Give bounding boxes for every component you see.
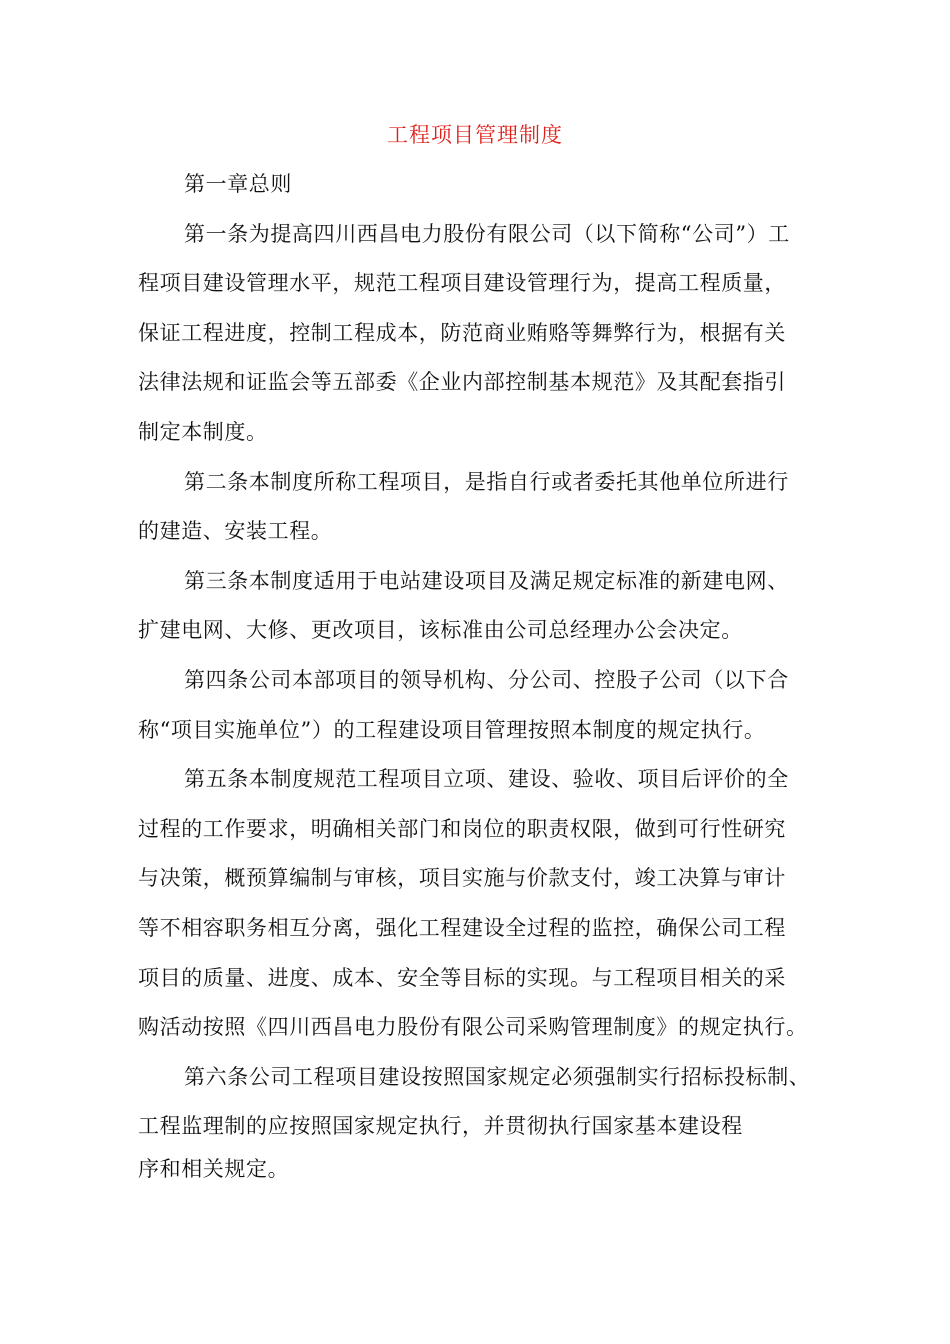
chapter-heading: 第一章总则: [184, 172, 292, 196]
text-line: 法律法规和证监会等五部委《企业内部控制基本规范》及其配套指引: [138, 370, 786, 395]
document-body: [138, 160, 828, 1187]
text-line: 程项目建设管理水平，规范工程项目建设管理行为，提高工程质量，: [138, 271, 786, 296]
document-title: 工程项目管理制度: [387, 123, 563, 147]
text-line: 称“项目实施单位”）的工程建设项目管理按照本制度的规定执行。: [138, 717, 766, 742]
text-line: 第三条本制度适用于电站建设项目及满足规定标准的新建电网、: [184, 568, 789, 593]
text-line: 的建造、安装工程。: [138, 519, 333, 544]
text-line: 第四条公司本部项目的领导机构、分公司、控股子公司（以下合: [184, 667, 789, 692]
paragraph-article-4: [138, 656, 828, 755]
text-line: 序和相关规定。: [138, 1156, 290, 1181]
text-line: 过程的工作要求，明确相关部门和岗位的职责权限，做到可行性研究: [138, 816, 786, 841]
paragraph-article-3: [138, 557, 828, 656]
text-line: 制定本制度。: [138, 419, 268, 444]
paragraph-article-1: [138, 210, 828, 458]
text-line: 项目的质量、进度、成本、安全等目标的实现。与工程项目相关的采: [138, 965, 786, 990]
paragraph-article-6: [138, 1053, 828, 1187]
text-line: 第六条公司工程项目建设按照国家规定必须强制实行招标投标制、: [184, 1064, 811, 1089]
text-line: 等不相容职务相互分离，强化工程建设全过程的监控，确保公司工程: [138, 915, 786, 940]
text-line: 与决策，概预算编制与审核，项目实施与价款支付，竣工决算与审计: [138, 866, 786, 891]
text-line: 工程监理制的应按照国家规定执行，并贯彻执行国家基本建设程: [138, 1114, 743, 1139]
text-line: 购活动按照《四川西昌电力股份有限公司采购管理制度》的规定执行。: [138, 1015, 808, 1040]
text-line: 扩建电网、大修、更改项目，该标准由公司总经理办公会决定。: [138, 618, 743, 643]
text-line: 第二条本制度所称工程项目，是指自行或者委托其他单位所进行: [184, 469, 789, 494]
paragraph-article-5: [138, 755, 828, 1053]
text-line: 第一条为提高四川西昌电力股份有限公司（以下简称“公司”）工: [184, 221, 790, 246]
text-line: 第五条本制度规范工程项目立项、建设、验收、项目后评价的全: [184, 767, 789, 792]
paragraph-article-2: [138, 458, 828, 557]
text-line: 保证工程进度，控制工程成本，防范商业贿赂等舞弊行为，根据有关: [138, 320, 786, 345]
